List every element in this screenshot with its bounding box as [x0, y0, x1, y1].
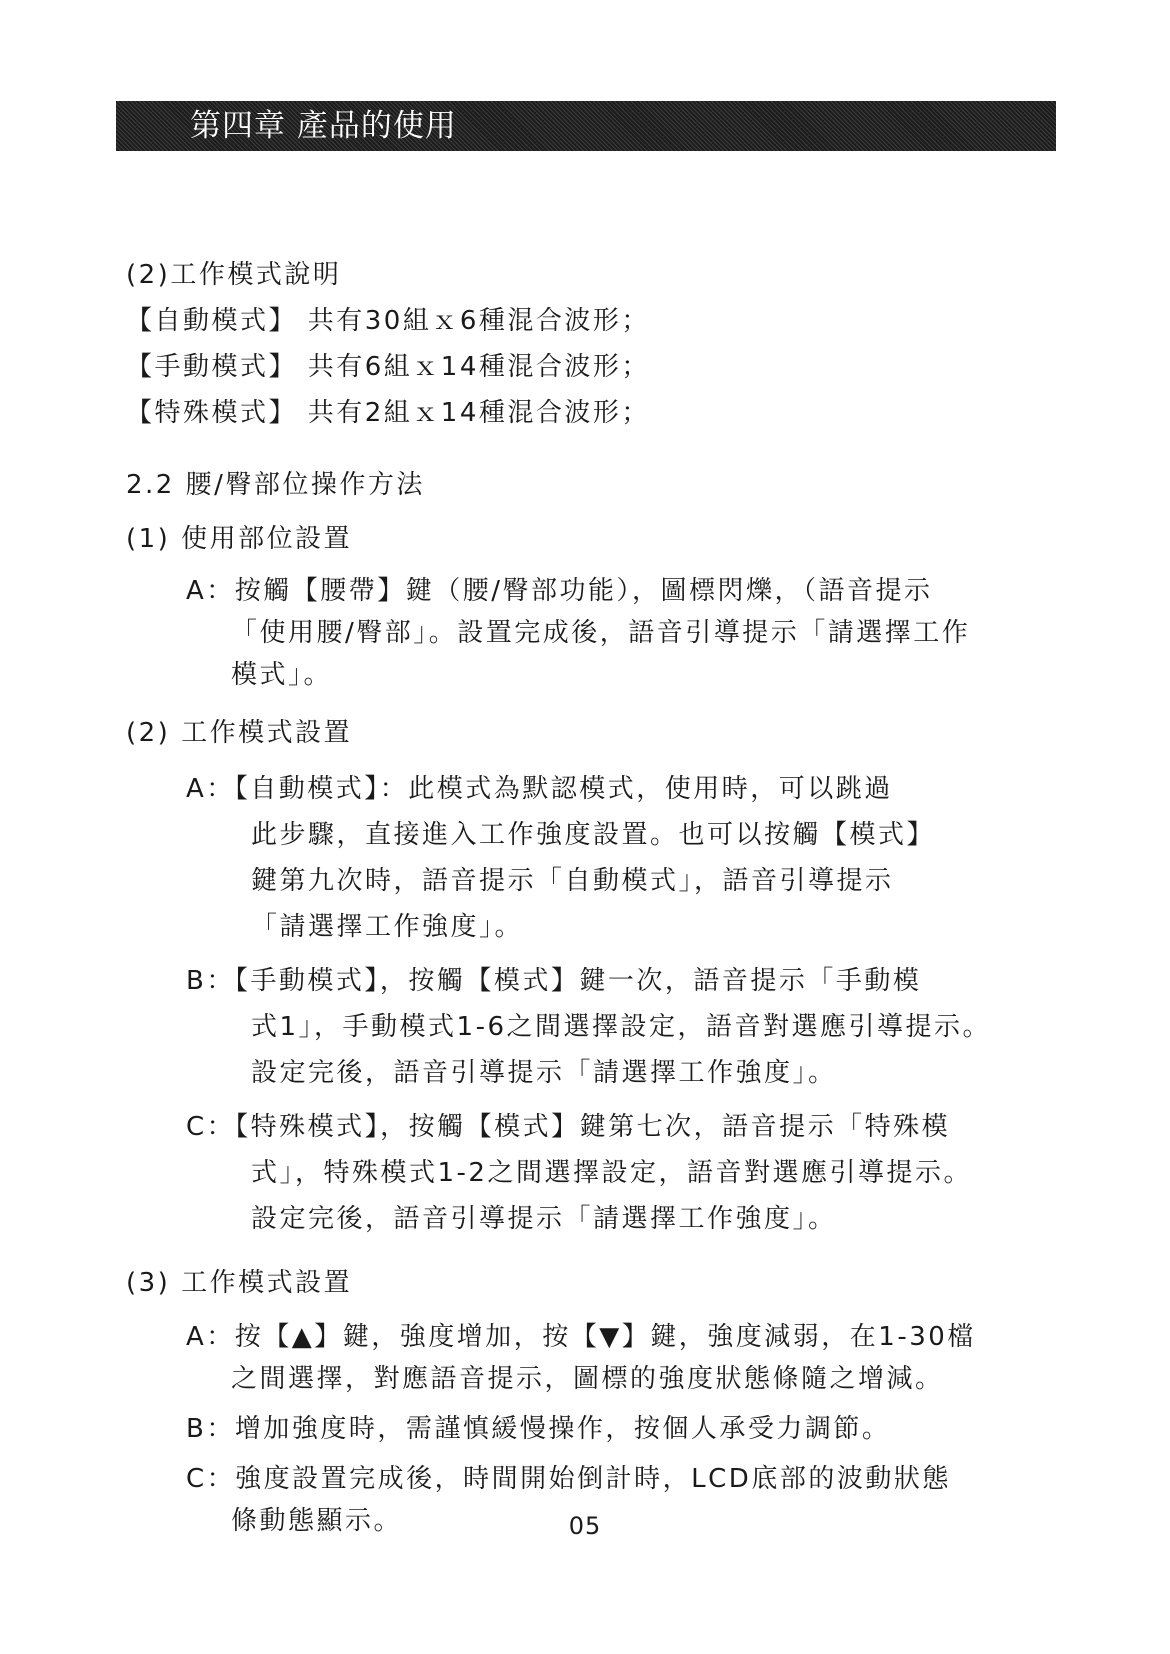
- chapter-header-bar: [116, 101, 1056, 151]
- mode-step-b-line: 設定完後，語音引導提示「請選擇工作強度」。: [251, 1058, 837, 1088]
- subsection-heading-placement: (1) 使用部位設置: [126, 524, 353, 554]
- subsection-heading-intensity: (3) 工作模式設置: [126, 1268, 353, 1298]
- placement-step-a-line: 「使用腰/臀部」。設置完成後，語音引導提示「請選擇工作: [231, 618, 971, 648]
- intensity-step-c-line: C：強度設置完成後，時間開始倒計時，LCD底部的波動狀態: [186, 1464, 951, 1494]
- mode-step-c-line: 設定完後，語音引導提示「請選擇工作強度」。: [251, 1204, 837, 1234]
- mode-step-a-line: A：【自動模式】：此模式為默認模式，使用時，可以跳過: [186, 774, 893, 804]
- subsection-heading-mode: (2) 工作模式設置: [126, 718, 353, 748]
- mode-step-a-line: 「請選擇工作強度」。: [251, 912, 524, 942]
- mode-step-b-line: B：【手動模式】，按觸【模式】鍵一次，語音提示「手動模: [186, 966, 922, 996]
- mode-description-title: (2)工作模式說明: [126, 260, 342, 290]
- placement-step-a-line: 模式」。: [231, 660, 333, 690]
- chapter-title: 第四章 產品的使用: [190, 108, 457, 144]
- mode-item-manual: 【手動模式】 共有6組ｘ14種混合波形；: [126, 352, 650, 382]
- page-content: [126, 252, 1046, 1542]
- mode-item-auto: 【自動模式】 共有30組ｘ6種混合波形；: [126, 306, 650, 336]
- mode-step-a-line: 鍵第九次時，語音提示「自動模式」，語音引導提示: [251, 866, 894, 896]
- placement-step-a-line: A：按觸【腰帶】鍵（腰/臀部功能），圖標閃爍，（語音提示: [186, 576, 933, 606]
- mode-step-c-line: C：【特殊模式】，按觸【模式】鍵第七次，語音提示「特殊模: [186, 1112, 951, 1142]
- intensity-step-c-line: 條動態顯示。: [231, 1506, 403, 1536]
- intensity-step-a-line: A：按【▲】鍵，強度增加，按【▼】鍵，強度減弱，在1-30檔: [186, 1322, 976, 1352]
- mode-step-c-line: 式」，特殊模式1-2之間選擇設定，語音對選應引導提示。: [251, 1158, 972, 1188]
- mode-step-a-line: 此步驟，直接進入工作強度設置。也可以按觸【模式】: [251, 820, 936, 850]
- page-number: 05: [568, 1512, 602, 1540]
- mode-item-special: 【特殊模式】 共有2組ｘ14種混合波形；: [126, 398, 650, 428]
- section-heading: 2.2 腰/臀部位操作方法: [126, 470, 425, 500]
- intensity-step-a-line: 之間選擇，對應語音提示，圖標的強度狀態條隨之增減。: [231, 1364, 944, 1394]
- intensity-step-b: B：增加強度時，需謹慎緩慢操作，按個人承受力調節。: [186, 1414, 891, 1444]
- mode-step-b-line: 式1」，手動模式1-6之間選擇設定，語音對選應引導提示。: [251, 1012, 992, 1042]
